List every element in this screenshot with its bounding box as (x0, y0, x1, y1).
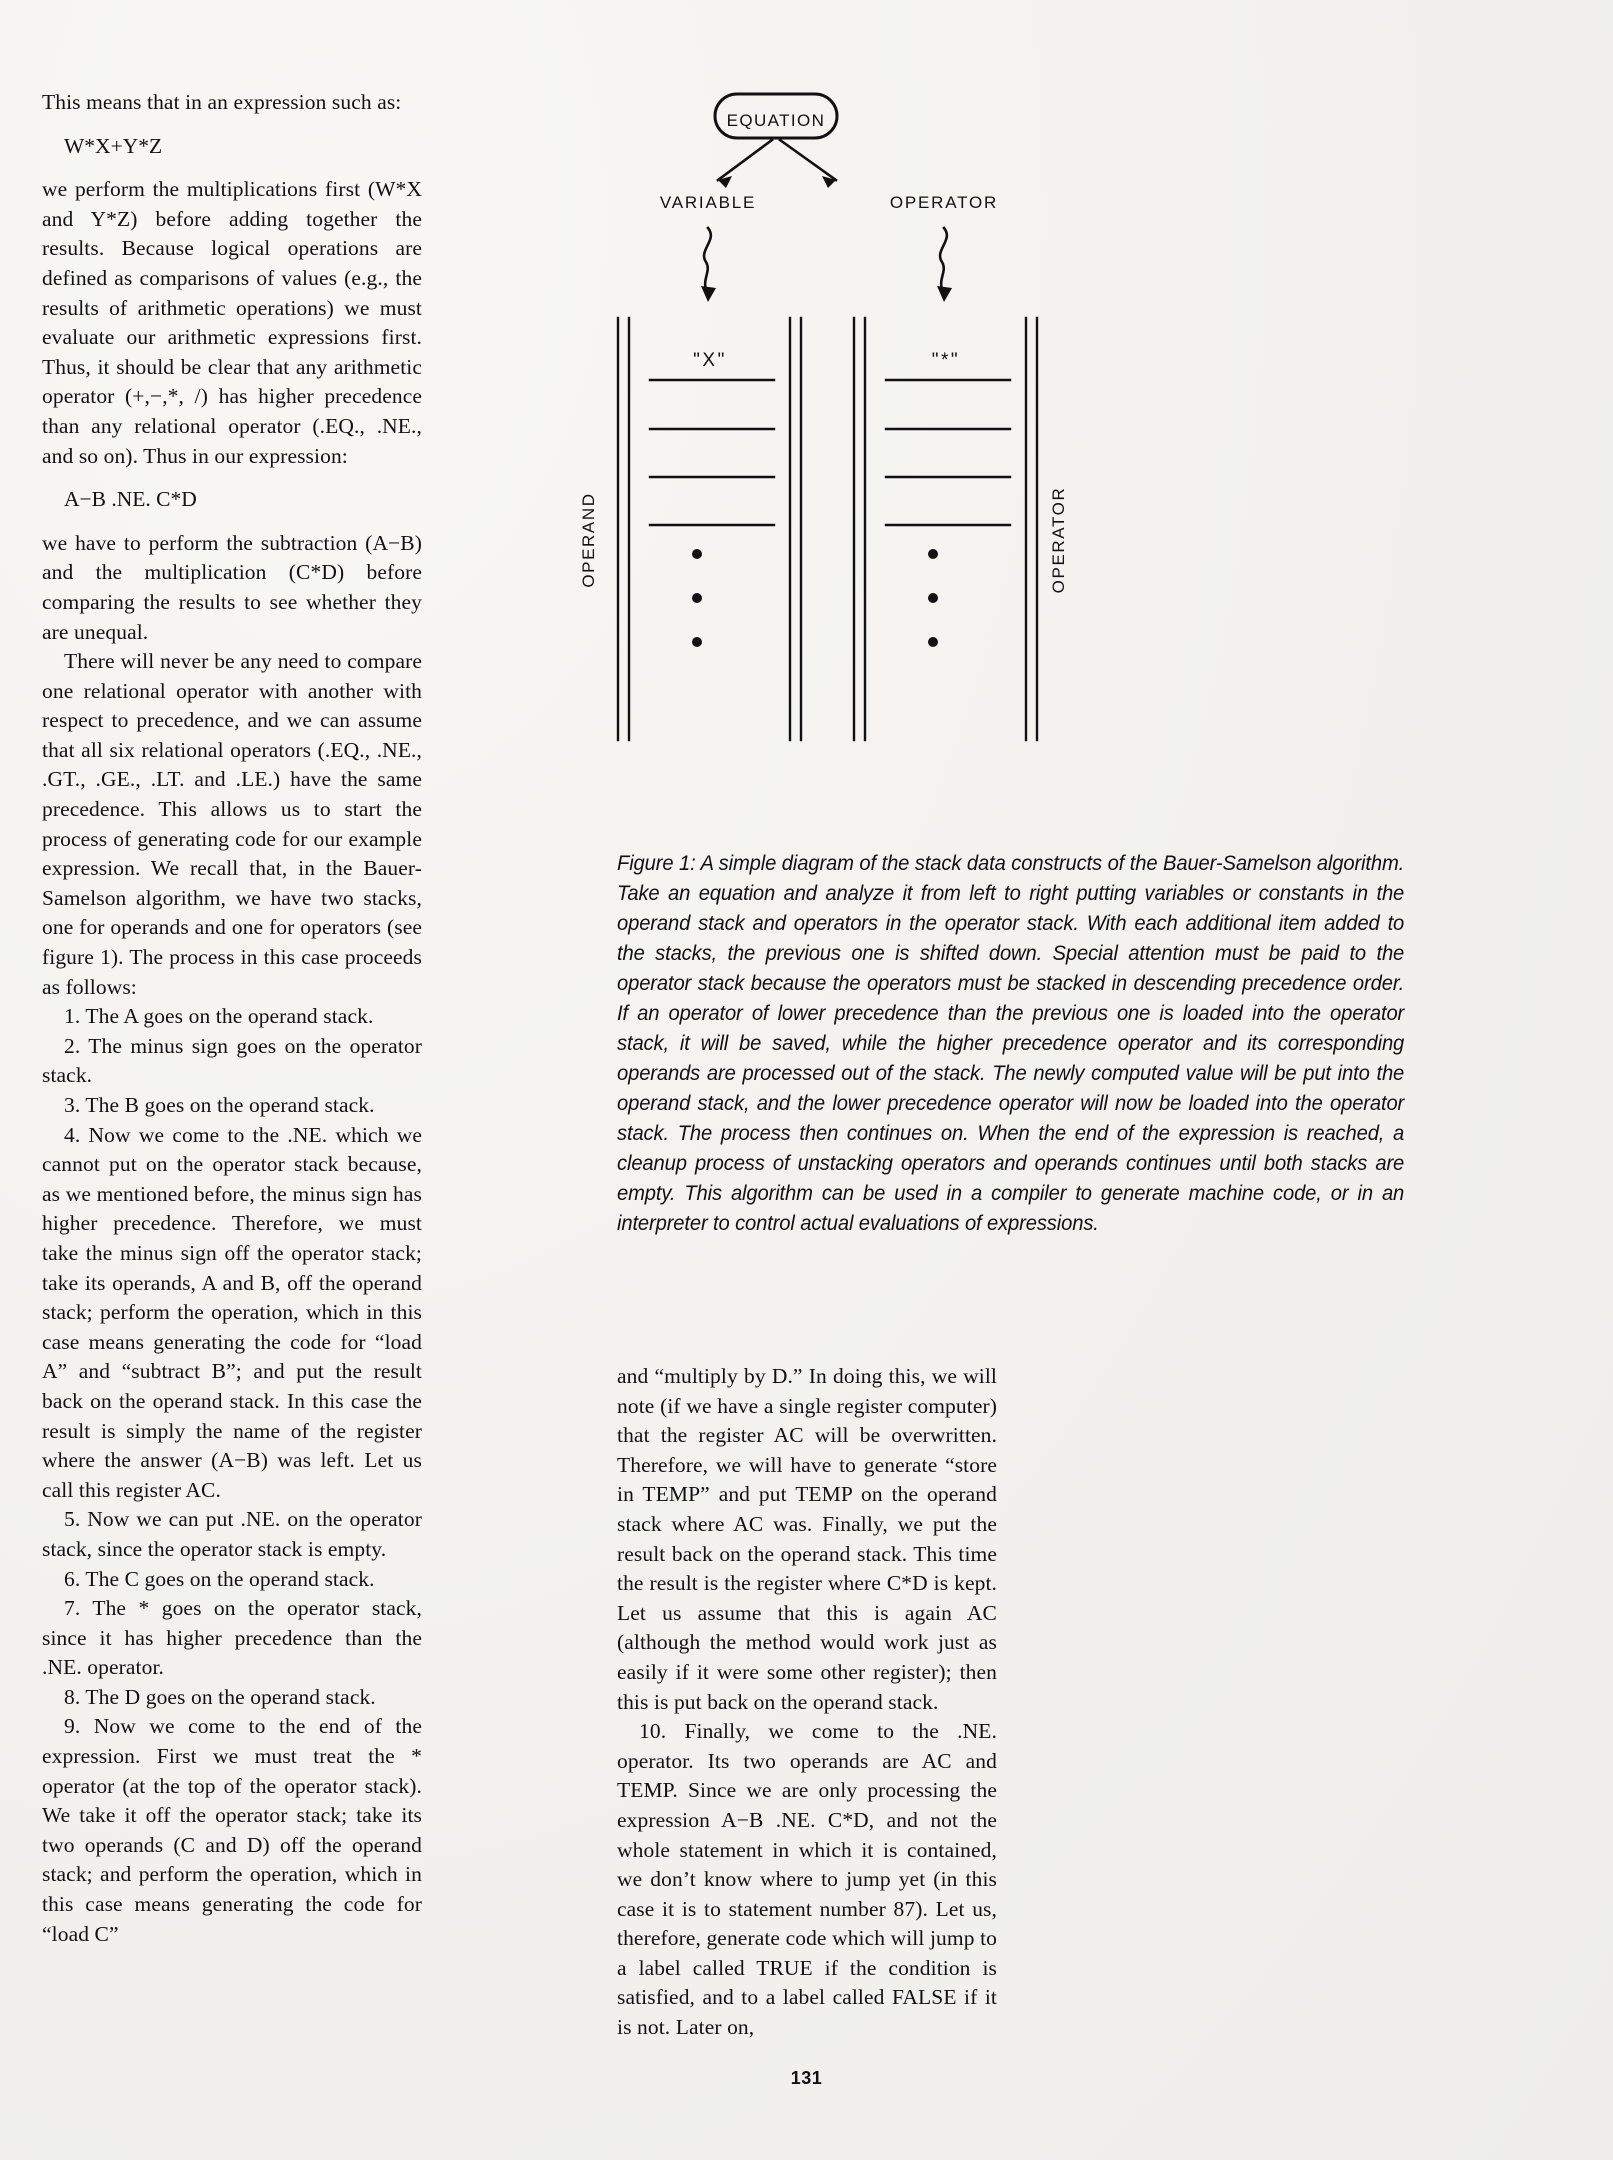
figure-1-caption: Figure 1: A simple diagram of the stack data constructs of the Bauer-Samelson algorithm. Take an equation and analyze it from left to right putting variables or constants in the operand stack and operators in the operator stack. With each additional item added to the stacks, the previous one is shifted down. Special attention must be paid to the operator stack because the operators must be stacked in descending precedence order. If an operator of lower precedence than the previous one is loaded into the operator stack, it will be saved, while the higher precedence operator and its corresponding operands are processed out of the stack. The newly computed value will be put into the operand stack, and the lower precedence operator will now be loaded into the operator stack. The process then continues on. When the end of the expression is reached, a cleanup process of unstacking operators and operands continues until both stacks are empty. This algorithm can be used in a compiler to generate machine code, or in an interpreter to control actual evaluations of expressions. (617, 851, 1405, 1235)
operator-stack-side-label: OPERATOR (1049, 486, 1068, 594)
operand-stack-side-label: OPERAND (579, 492, 598, 588)
operator-stack-top-item: "*" (931, 350, 961, 371)
paragraph: This means that in an expression such as: (42, 90, 402, 114)
branch-label-operator: OPERATOR (889, 193, 999, 212)
list-item: 4. Now we come to the .NE. which we cannot put on the operator stack because, as we mentioned before, the minus sign has higher precedence. Therefore, we must take the minus sign off the operator stack; take its operands, A and B, off the operand stack; perform the operation, which in this case means generating the code for “load A” and “subtract B”; and put the result back on the operand stack. In this case the result is simply the name of the register where the answer (A−B) was left. Let us call this register AC. (42, 1122, 422, 1502)
squiggle-arrow-operator (937, 228, 952, 302)
list-item: 3. The B goes on the operand stack. (64, 1093, 375, 1117)
equation-node-label: EQUATION (726, 111, 826, 130)
paragraph: and “multiply by D.” In doing this, we will note (if we have a single register computer) that the register AC will be overwritten. Therefore, we will have to generate “store in TEMP” and put TEMP on the operand stack where AC was. Finally, we put the result back on the operand stack. This time the result is the register where C*D is kept. Let us assume that this is again AC (although the method would work just as easily if it were some other register); then this is put back on the operand stack. (617, 1364, 997, 1714)
right-column (617, 1362, 997, 2043)
list-item: 6. The C goes on the operand stack. (64, 1566, 375, 1591)
paragraph: There will never be any need to compare one relational operator with another with respect to precedence, and we can assume that all six relational operators (.EQ., .NE., .GT., .GE., .LT. and .LE.) have the same precedence. This allows us to start the process of generating code for our example expression. We recall that, in the Bauer-Samelson algorithm, we have two stacks, one for operands and one for operators (see figure 1). The process in this case proceeds as follows: (42, 649, 422, 999)
operand-stack (618, 318, 801, 740)
operand-stack-top-item: "X" (693, 350, 727, 371)
paragraph: we perform the multiplications first (W*X and Y*Z) before adding together the results. Because logical operations are defined as comparisons of values (e.g., the results of arithmetic operations) we must evaluate our arithmetic expressions first. Thus, it should be clear that any arithmetic operator (+,−,*, /) has higher precedence than any relational operator (.EQ., .NE., and so on). Thus in our expression: (42, 177, 422, 468)
paragraph: we have to perform the subtraction (A−B) and the multiplication (C*D) before comparing the results to see whether they are unequal. (42, 530, 422, 644)
left-column (42, 88, 422, 1949)
list-item: 9. Now we come to the end of the expression. First we must treat the * operator (at the top of the operator stack). We take it off the operator stack; take its two operands (C and D) off the operand stack; and perform the operation, which in this case means generating the code for “load C” (42, 1714, 422, 1946)
list-item: 5. Now we can put .NE. on the operator stack, since the operator stack is empty. (42, 1507, 422, 1561)
list-item: 7. The * goes on the operator stack, since it has higher precedence than the .NE. operator. (42, 1596, 422, 1680)
list-item: 1. The A goes on the operand stack. (64, 1004, 374, 1029)
list-item: 8. The D goes on the operand stack. (64, 1684, 376, 1709)
page-number: 131 (790, 2068, 823, 2088)
display-expression: A−B .NE. C*D (64, 487, 197, 512)
display-expression: W*X+Y*Z (64, 133, 163, 158)
operator-stack (854, 318, 1037, 740)
list-item: 2. The minus sign goes on the operator stack. (42, 1033, 422, 1088)
squiggle-arrow-variable (701, 228, 716, 302)
list-item: 10. Finally, we come to the .NE. operator. Its two operands are AC and TEMP. Since we are only processing the expression A−B .NE. C*D, and not the whole statement in which it is contained, we don’t know where to jump yet (in this case it is to statement number 87). Let us, therefore, generate code which will jump to a label called TRUE if the condition is satisfied, and to a label called FALSE if it is not. Later on, (617, 1719, 997, 2040)
branch-arrows (718, 140, 836, 188)
figure-1-diagram (579, 80, 1420, 840)
branch-label-variable: VARIABLE (659, 193, 757, 212)
figure-1-caption-wrap (617, 848, 1407, 1238)
